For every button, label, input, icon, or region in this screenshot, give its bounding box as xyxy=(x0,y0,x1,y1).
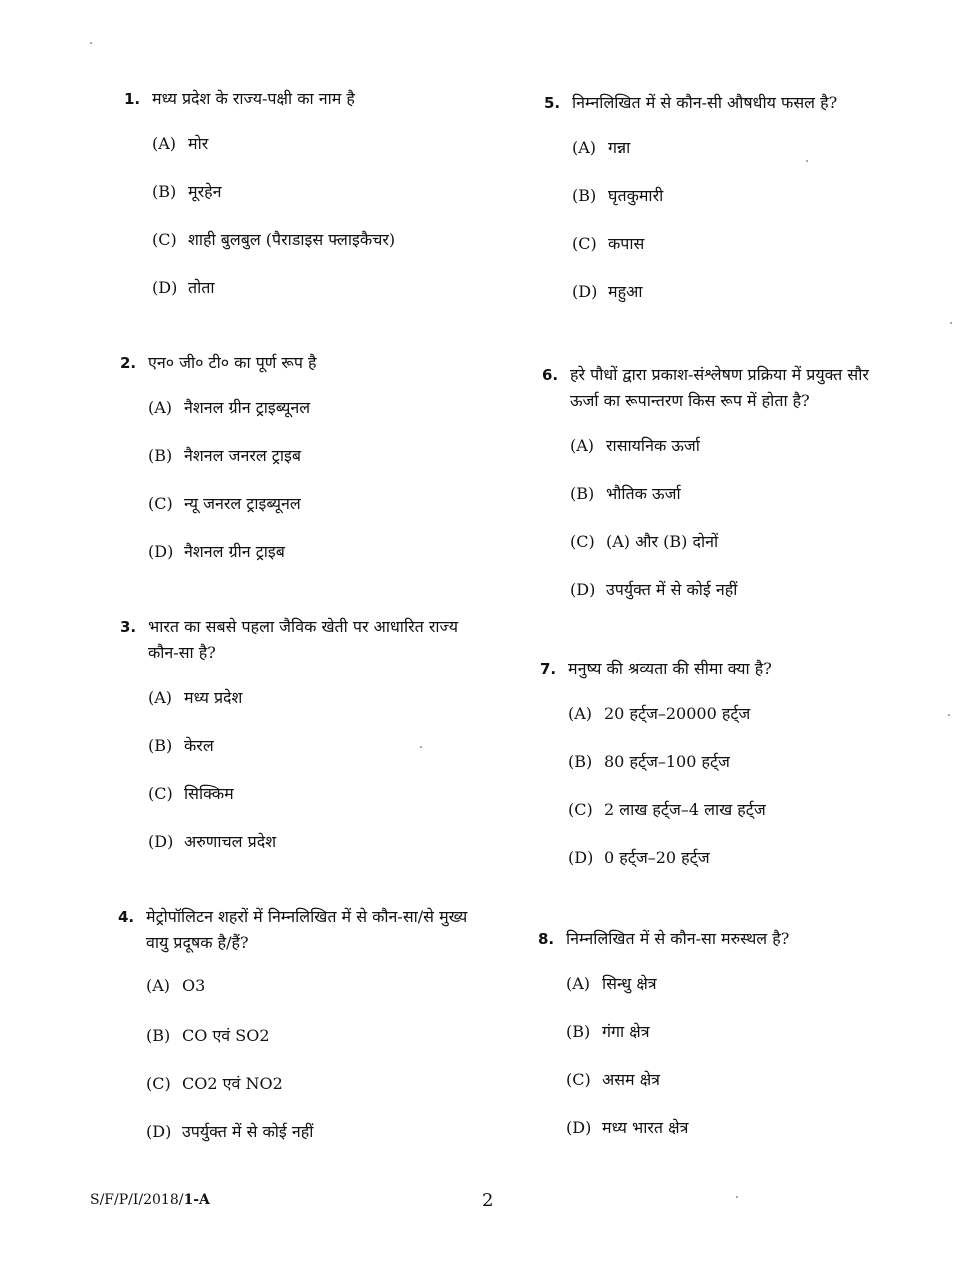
option-a xyxy=(146,976,478,1024)
option-letter: (D) xyxy=(566,1118,592,1137)
option-letter: (B) xyxy=(570,484,595,503)
option-text: गन्ना xyxy=(608,138,631,157)
option-text: केरल xyxy=(184,736,214,755)
option-letter: (A) xyxy=(568,704,593,723)
option-c xyxy=(568,798,900,846)
question-7 xyxy=(540,656,900,894)
option-text: अरुणाचल प्रदेश xyxy=(184,832,277,851)
option-text: गंगा क्षेत्र xyxy=(602,1022,650,1041)
option-a xyxy=(568,702,900,750)
option-letter: (D) xyxy=(148,832,174,851)
option-b xyxy=(566,1020,898,1068)
question-number: 2. xyxy=(120,354,137,372)
question-number: 8. xyxy=(538,930,555,948)
option-text: न्यू जनरल ट्राइब्यूनल xyxy=(184,494,301,513)
option-b xyxy=(572,184,904,232)
option-letter: (B) xyxy=(566,1022,591,1041)
option-letter: (A) xyxy=(152,134,177,153)
option-d xyxy=(152,276,484,324)
option-text: शाही बुलबुल (पैराडाइस फ्लाइकैचर) xyxy=(188,230,396,249)
option-letter: (D) xyxy=(568,848,594,867)
scan-speck xyxy=(948,714,950,716)
question-text: भारत का सबसे पहला जैविक खेती पर आधारित राज्य कौन-सा है? xyxy=(148,617,458,662)
option-text: मूरहेन xyxy=(188,182,222,201)
option-text: नैशनल जनरल ट्राइब xyxy=(184,446,302,465)
option-letter: (C) xyxy=(148,494,173,513)
option-letter: (D) xyxy=(148,542,174,561)
scan-speck xyxy=(90,42,92,44)
option-text: सिक्किम xyxy=(184,784,234,803)
option-text: मध्य भारत क्षेत्र xyxy=(602,1118,689,1137)
scan-speck xyxy=(950,322,952,324)
option-b xyxy=(148,444,480,492)
option-text: O3 xyxy=(182,976,206,995)
option-d xyxy=(572,280,904,328)
question-8 xyxy=(538,926,898,1164)
option-text: उपर्युक्त में से कोई नहीं xyxy=(606,580,738,599)
option-letter: (A) xyxy=(570,436,595,455)
paper-code-suffix: 1-A xyxy=(183,1192,210,1208)
option-text: 0 हर्ट्ज–20 हर्ट्ज xyxy=(604,848,710,867)
option-a xyxy=(572,136,904,184)
option-a xyxy=(148,396,480,444)
option-text: उपर्युक्त में से कोई नहीं xyxy=(182,1122,314,1141)
option-b xyxy=(568,750,900,798)
option-text: महुआ xyxy=(608,282,643,301)
question-2 xyxy=(120,350,480,588)
paper-code-prefix: S/F/P/I/2018/ xyxy=(90,1192,184,1208)
option-c xyxy=(566,1068,898,1116)
option-c xyxy=(146,1072,478,1120)
option-letter: (A) xyxy=(146,976,171,995)
scan-speck xyxy=(806,160,808,162)
option-c xyxy=(572,232,904,280)
option-letter: (A) xyxy=(148,398,173,417)
question-text: मेट्रोपॉलिटन शहरों में निम्नलिखित में से कौन-सा/से मुख्य वायु प्रदूषक है/हैं? xyxy=(146,907,468,952)
option-c xyxy=(152,228,484,276)
option-a xyxy=(152,132,484,180)
option-text: मध्य प्रदेश xyxy=(184,688,243,707)
option-text: घृतकुमारी xyxy=(608,186,664,205)
option-d xyxy=(146,1120,478,1168)
option-letter: (A) xyxy=(148,688,173,707)
question-number: 4. xyxy=(118,908,135,926)
option-letter: (B) xyxy=(148,446,173,465)
option-letter: (C) xyxy=(146,1074,171,1093)
option-c xyxy=(148,492,480,540)
option-text: नैशनल ग्रीन ट्राइब्यूनल xyxy=(184,398,311,417)
option-a xyxy=(566,972,898,1020)
option-d xyxy=(566,1116,898,1164)
option-text: 2 लाख हर्ट्ज–4 लाख हर्ट्ज xyxy=(604,800,766,819)
option-letter: (C) xyxy=(566,1070,591,1089)
option-a xyxy=(570,434,902,482)
option-letter: (B) xyxy=(568,752,593,771)
option-text: मोर xyxy=(188,134,209,153)
option-text: नैशनल ग्रीन ट्राइब xyxy=(184,542,285,561)
page-number: 2 xyxy=(482,1190,494,1211)
option-d xyxy=(148,830,480,878)
option-b xyxy=(148,734,480,782)
option-b xyxy=(152,180,484,228)
question-1 xyxy=(124,86,484,324)
option-c xyxy=(570,530,902,578)
option-letter: (A) xyxy=(566,974,591,993)
question-text: मनुष्य की श्रव्यता की सीमा क्या है? xyxy=(568,659,772,678)
question-6 xyxy=(542,362,902,626)
option-text: CO2 एवं NO2 xyxy=(182,1074,283,1093)
option-a xyxy=(148,686,480,734)
option-letter: (D) xyxy=(146,1122,172,1141)
option-letter: (D) xyxy=(572,282,598,301)
option-letter: (D) xyxy=(570,580,596,599)
option-letter: (B) xyxy=(148,736,173,755)
option-text: भौतिक ऊर्जा xyxy=(606,484,681,503)
option-text: असम क्षेत्र xyxy=(602,1070,660,1089)
option-text: CO एवं SO2 xyxy=(182,1026,270,1045)
question-text: निम्नलिखित में से कौन-सा मरुस्थल है? xyxy=(566,929,790,948)
option-d xyxy=(570,578,902,626)
question-text: निम्नलिखित में से कौन-सी औषधीय फसल है? xyxy=(572,93,838,112)
question-5 xyxy=(544,90,904,328)
scan-speck xyxy=(420,746,422,748)
option-letter: (B) xyxy=(152,182,177,201)
question-text: हरे पौधों द्वारा प्रकाश-संश्लेषण प्रक्रिया में प्रयुक्त सौर ऊर्जा का रूपान्तरण किस रूप में होता है? xyxy=(570,365,869,410)
option-text: रासायनिक ऊर्जा xyxy=(606,436,700,455)
paper-code xyxy=(90,1192,210,1208)
option-c xyxy=(148,782,480,830)
question-number: 1. xyxy=(124,90,141,108)
option-letter: (B) xyxy=(572,186,597,205)
question-number: 6. xyxy=(542,366,559,384)
option-text: सिन्धु क्षेत्र xyxy=(602,974,657,993)
option-text: कपास xyxy=(608,234,645,253)
question-3 xyxy=(120,614,480,878)
option-letter: (D) xyxy=(152,278,178,297)
option-text: (A) और (B) दोनों xyxy=(606,532,719,551)
option-letter: (C) xyxy=(148,784,173,803)
option-b xyxy=(570,482,902,530)
question-number: 7. xyxy=(540,660,557,678)
question-4 xyxy=(118,904,478,1168)
option-b xyxy=(146,1024,478,1072)
question-text: मध्य प्रदेश के राज्य-पक्षी का नाम है xyxy=(152,89,355,108)
option-letter: (B) xyxy=(146,1026,171,1045)
option-letter: (C) xyxy=(570,532,595,551)
option-text: 80 हर्ट्ज–100 हर्ट्ज xyxy=(604,752,730,771)
option-text: 20 हर्ट्ज–20000 हर्ट्ज xyxy=(604,704,751,723)
scan-speck xyxy=(736,1196,738,1198)
option-letter: (C) xyxy=(572,234,597,253)
question-number: 5. xyxy=(544,94,561,112)
option-d xyxy=(568,846,900,894)
option-letter: (A) xyxy=(572,138,597,157)
option-text: तोता xyxy=(188,278,215,297)
option-letter: (C) xyxy=(568,800,593,819)
option-d xyxy=(148,540,480,588)
question-text: एन० जी० टी० का पूर्ण रूप है xyxy=(148,353,317,372)
question-number: 3. xyxy=(120,618,137,636)
option-letter: (C) xyxy=(152,230,177,249)
